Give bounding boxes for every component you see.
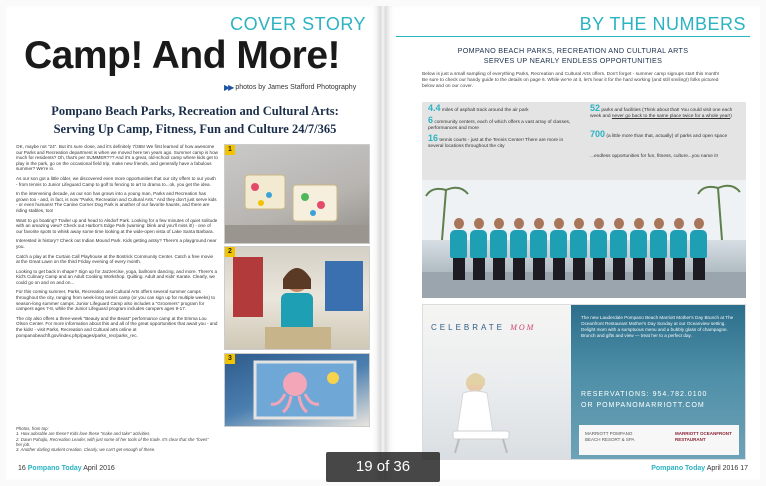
staff-person: [610, 218, 627, 280]
staff-person: [530, 218, 547, 280]
ad-reservations: RESERVATIONS: 954.782.0100: [581, 391, 708, 398]
staff-person: [570, 218, 587, 280]
ad-image-panel: [423, 305, 571, 460]
photo-number: 3: [225, 354, 235, 364]
stat-underline: never go back to the same place twice for a whole year!: [611, 113, 731, 119]
photo-credit: [224, 83, 356, 92]
staff-person: [450, 218, 467, 280]
ad-headline-celebrate: CELEBRATE: [431, 323, 505, 332]
stat-number: 16: [428, 133, 439, 143]
page-number: 17: [740, 465, 748, 472]
magazine-brand: Pompano Today: [651, 465, 706, 472]
ad-copy: The new Lauderdale Pompano Beach Marriott Mother's Day Brunch at The Oceanfront Restaurant Mother's Day Sunday at our Oceanview setting. Delight mom with a sumptuous menu and a bubbly glass of champagne. Brunch and gifts and view — treat her to a perfect day.: [581, 315, 734, 338]
stat-number: 52: [590, 103, 601, 113]
stat-item: [590, 154, 740, 160]
double-arrow-icon: ▶▶: [224, 83, 233, 92]
ad-logo-bar: [579, 425, 739, 455]
photo-captions: [16, 426, 216, 452]
paragraph: In the intervening decade, as our son has grown into a young man, Parks and Recreation has grown too - and, in fact, is now "Parks, Recreation and Cultural Arts." And they don't just serve kids - or even humans! The Canine Corner Dog Park is another of our favorite haunts, and there are riding stables, too!: [16, 191, 217, 213]
stat-number: 6: [428, 115, 434, 125]
intro-text: Below is just a small sampling of everything Parks, Recreation and Cultural Arts offers. Don't forget - summer camp signups start this month! Be sure to check our handy guide to the details on page 6. While we're at it, let's hear it for the hard working (and still smiling!) folks pictured below and on our cover.: [422, 72, 720, 89]
staff-person: [690, 218, 707, 280]
ad-text-panel: [571, 305, 746, 460]
ad-headline-mom: MOM: [510, 323, 536, 332]
paragraph: Interested in history? Check out Indian Mound Park. Kids getting antsy? There's a playground near you.: [16, 238, 217, 249]
staff-person: [650, 218, 667, 280]
stat-text: parks and facilities (Think about that! You could visit one each week and: [590, 108, 733, 119]
stat-text: community centers, each of which offers a vast array of classes, performances and more: [428, 120, 571, 131]
subhead-line-1: POMPANO BEACH PARKS, RECREATION AND CULTURAL ARTS: [457, 46, 689, 55]
page-indicator: 19 of 36: [326, 452, 440, 482]
staff-person: [470, 218, 487, 280]
page-number: 16: [18, 465, 26, 472]
stat-text: ...endless opportunities for fun, fitness, culture...you name it!: [590, 154, 718, 159]
paragraph: The city also offers a three-week "Beauty and the Beast" performance camp at the Emma Lou Olson Center. For more information about this and all of the great opportunities that await you - and the kids! - visit Parks, Recreation and Cultural arts online at pompanobeachfl.gov/index.php/pages/parks_rec/parks_rec.: [16, 315, 218, 338]
article-subhead: [30, 102, 360, 138]
paragraph: Catch a play at the Curtain Call Playhouse at the Bostrick Community Center. Catch a free movie at the Great Lawn on the third Friday evening of every month.: [16, 253, 214, 265]
stats-box: [422, 102, 746, 180]
stat-item: [428, 103, 578, 114]
paragraph: OK, maybe not "24". But it's sure close, and it's definitely 7/365! We first learned of how awesome our Parks and Recreation department is when we moved here ten years ago. Summer camp is how much for residents? Oh, that's per SUMMER??? And it's a great, old-school camp where kids get to play in the park, go on the occasional field trip, make new friends, and generally have a fabulous summer? We're in.: [16, 144, 218, 172]
staff-person: [490, 218, 507, 280]
photo-recreation-leader: [224, 246, 370, 350]
leader-illustration: [225, 247, 370, 350]
paragraph: As our son got a little older, we discovered even more opportunities that our city offers to our youth - from tennis to Junior Lifeguard Camp to golf to fencing to art to drama to...ok, you get the idea.: [16, 175, 216, 187]
staff-person: [510, 218, 527, 280]
section-label: BY THE NUMBERS: [579, 14, 746, 34]
caption-line: 2. Dawn Pahajlo, Recreation Leader, with just some of her tools of the trade. It's clear that she "loves" her job.: [16, 436, 209, 447]
paragraph: For this coming summer, Parks, Recreation and Cultural Arts offers several summer camps throughout the city, ranging from week-long tennis camp (or you can sign up for multiple weeks) to season-long summer camps. Junior Lifeguard Camp also includes a "Groomers" program for campers ages 7-8, while the Junior Lifeguard program includes campers ages 9-17.: [16, 289, 216, 312]
staff-person: [670, 218, 687, 280]
stat-item: [590, 129, 740, 140]
caption-line: Photos, from top:: [16, 426, 49, 431]
marriott-logo: MARRIOTT POMPANO BEACH RESORT & SPA: [585, 431, 635, 442]
article-body: [16, 144, 218, 342]
restaurant-logo: MARRIOTT OCEANFRONT RESTAURANT: [675, 431, 732, 442]
stat-number: 700: [590, 129, 606, 139]
woman-lounging-illustration: [445, 365, 515, 455]
divider: [396, 36, 750, 37]
subhead-line-1: Pompano Beach Parks, Recreation and Cultural Arts:: [51, 104, 339, 118]
photo-student-creation: [224, 353, 370, 427]
staff-person: [550, 218, 567, 280]
photo-credit-text: photos by James Stafford Photography: [235, 84, 357, 91]
caption-line: 1. How adorable are these? Kids love these "make and take" activities.: [16, 431, 151, 437]
photo-number: 2: [225, 247, 235, 257]
page-title: Camp! And More!: [24, 34, 341, 77]
stat-text: tennis courts - just at the Tennis Center! There are more in several locations throughout the city: [428, 138, 564, 149]
staff-person: [630, 218, 647, 280]
paragraph: Looking to get back in shape? Sign up for Jazzercise, yoga, ballroom dancing, and more. There's a Kid's Culinary Camp and an Adult Cooking Workshop. Quilting. Adult and Kids' Karate. Clearly, we could go on and on and on...: [16, 268, 217, 285]
issue-date: April 2016: [706, 465, 739, 472]
caption-line: 3. Another darling student creation. Clearly, we can't get enough of these.: [16, 447, 156, 453]
staff-group-photo: [422, 180, 746, 298]
stat-text: (a little more than that, actually) of parks and open space: [606, 134, 728, 139]
stat-item: [428, 133, 578, 150]
folio-left: [18, 465, 115, 472]
photo-crafts: [224, 144, 370, 244]
octopus-art-illustration: [225, 354, 370, 427]
section-label: COVER STORY: [230, 14, 366, 34]
left-page: [6, 6, 380, 480]
photo-number: 1: [225, 145, 235, 155]
crafts-illustration: [225, 145, 370, 244]
ad-website: OR POMPANOMARRIOTT.COM: [581, 402, 705, 409]
stat-after: ): [730, 113, 732, 119]
paragraph: Want to go boating? Trailer up and head to Alsdorf Park. Looking for a few minutes of quiet solitude with an amazing view? Check out Harbor's Edge Park (warning: blink and you'll miss it!) - one of our favorite spots to whisk away some time looking at the wide-open vista of Lake Santa Barbara.: [16, 217, 218, 234]
marriott-advertisement: [422, 304, 746, 460]
right-page: [386, 6, 760, 480]
staff-person: [590, 218, 607, 280]
stat-number: 4.4: [428, 103, 441, 113]
folio-right: [651, 465, 748, 472]
stat-item: [590, 103, 740, 120]
stat-text: miles of asphalt track around the air park: [441, 108, 529, 113]
issue-date: April 2016: [83, 465, 115, 472]
ad-headline: [431, 323, 535, 332]
subhead-line-2: Serving Up Camp, Fitness, Fun and Culture 24/7/365: [53, 122, 337, 136]
magazine-brand: Pompano Today: [27, 465, 82, 472]
subhead-line-2: SERVES UP NEARLY ENDLESS OPPORTUNITIES: [483, 56, 663, 65]
stat-item: [428, 115, 578, 132]
